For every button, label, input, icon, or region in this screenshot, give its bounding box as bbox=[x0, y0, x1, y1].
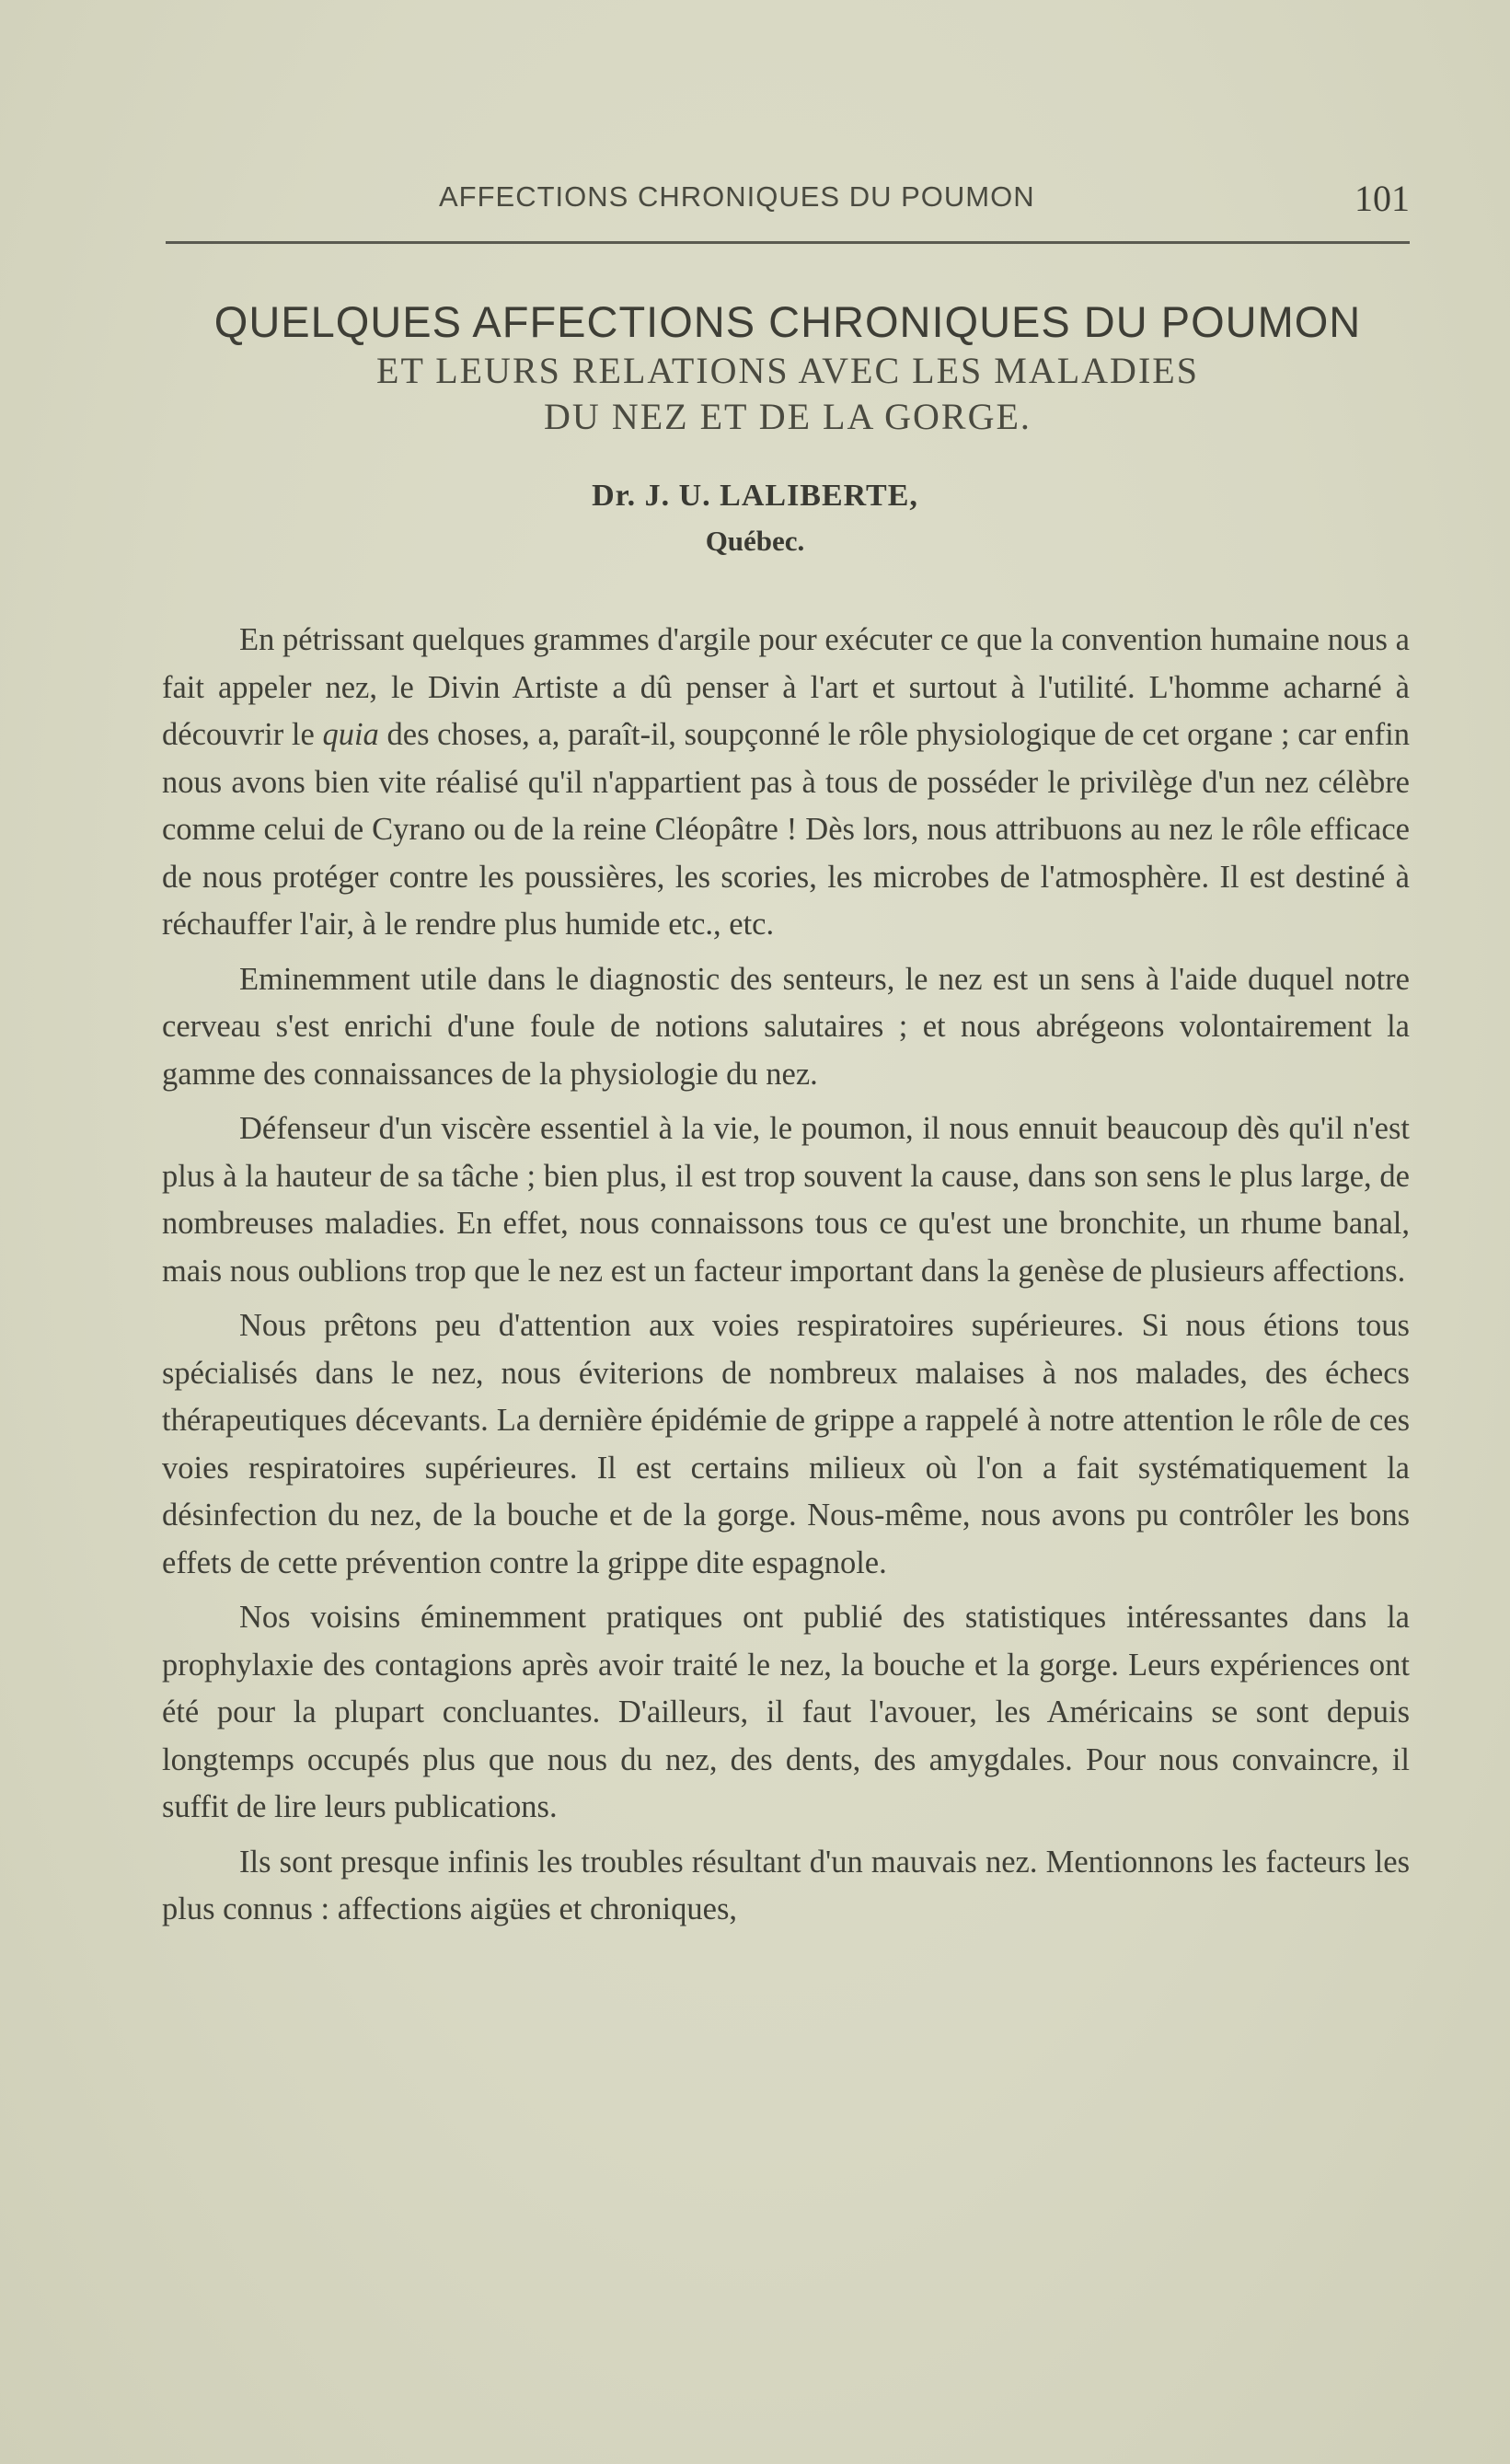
paragraph-1-text-a: En pétrissant quelques grammes d'argile pour exécuter ce que la convention humaine nous a fait appeler nez, le Divin Artiste a dû penser à l'art et surtout à l'utilité. L'homme acharné à découvrir le bbox=[162, 622, 1410, 752]
paragraph-3: Défenseur d'un viscère essentiel à la vie, le poumon, il nous ennuit beaucoup dès qu'il n'est plus à la hauteur de sa tâche ; bien plus, il est trop souvent la cause, dans son sens le plus large, de nombreuses maladies. En effet, nous connaissons tous ce qu'est une bronchite, un rhume banal, mais nous oublions trop que le nez est un facteur important dans la genèse de plusieurs affections. bbox=[162, 1111, 1410, 1289]
paragraph-6: Ils sont presque infinis les troubles résultant d'un mauvais nez. Mentionnons les facteurs les plus connus : affections aigües et chroniques, bbox=[162, 1844, 1410, 1926]
page-number: 101 bbox=[1354, 178, 1410, 219]
title-line-3: DU NEZ ET DE LA GORGE. bbox=[544, 396, 1032, 437]
title-line-1: QUELQUES AFFECTIONS CHRONIQUES DU POUMON bbox=[213, 297, 1362, 346]
article-title bbox=[156, 296, 1419, 440]
paragraph-2: Eminemment utile dans le diagnostic des senteurs, le nez est un sens à l'aide duquel notre cerveau s'est enrichi d'une foule de notions salutaires ; et nous abrégeons volontairement la gamme des connaissances de la physiologie du nez. bbox=[162, 961, 1410, 1092]
running-head bbox=[166, 180, 1410, 226]
author-location: Québec. bbox=[705, 525, 805, 557]
author-name: Dr. J. U. LALIBERTE, bbox=[592, 479, 918, 513]
paragraph-1-text-b: des choses, a, paraît-il, soupçonné le rôle physiologique de cet organe ; car enfin nous avons bien vite réalisé qu'il n'appartient pas à tous de posséder le privilège d'un nez célèbre comme celui de Cyrano ou de la reine Cléopâtre ! Dès lors, nous attribuons au nez le rôle efficace de nous protéger contre les poussières, les scories, les microbes de l'atmosphère. Il est destiné à réchauffer l'air, à le rendre plus humide etc., etc. bbox=[162, 717, 1410, 942]
paragraph-5: Nos voisins éminemment pratiques ont publié des statistiques intéressantes dans la prophylaxie des contagions après avoir traité le nez, la bouche et la gorge. Leurs expériences ont été pour la plupart concluantes. D'ailleurs, il faut l'avouer, les Américains se sont depuis longtemps occupés plus que nous du nez, des dents, des amygdales. Pour nous convaincre, il suffit de lire leurs publications. bbox=[162, 1600, 1410, 1824]
paragraph-4: Nous prêtons peu d'attention aux voies respiratoires supérieures. Si nous étions tous spécialisés dans le nez, nous éviterions de nombreux malaises à nos malades, des échecs thérapeutiques décevants. La dernière épidémie de grippe a rappelé à notre attention le rôle de ces voies respiratoires supérieures. Il est certains milieux où l'on a fait systématiquement la désinfection du nez, de la bouche et de la gorge. Nous-même, nous avons pu contrôler les bons effets de cette prévention contre la grippe dite espagnole. bbox=[162, 1308, 1410, 1580]
paragraph-1-italic: quia bbox=[322, 717, 379, 752]
title-line-2: ET LEURS RELATIONS AVEC LES MALADIES bbox=[376, 350, 1199, 391]
header-rule bbox=[166, 241, 1410, 244]
article-body bbox=[162, 617, 1410, 1941]
paragraph-1 bbox=[162, 617, 1410, 949]
running-head-title: AFFECTIONS CHRONIQUES DU POUMON bbox=[439, 180, 1035, 213]
